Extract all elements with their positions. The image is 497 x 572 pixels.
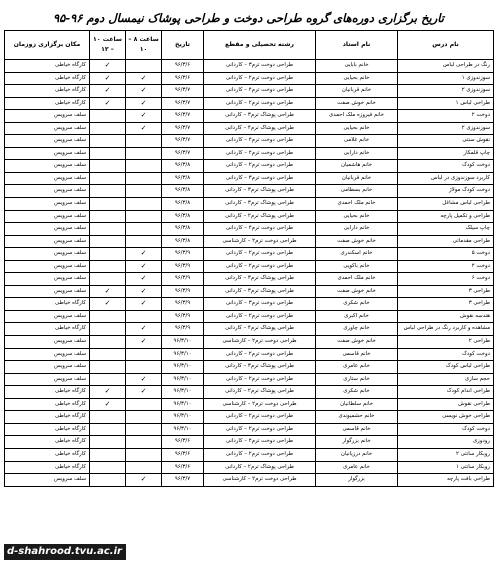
teacher-cell: بزرگوار [316, 474, 398, 487]
table-row [5, 386, 494, 399]
slot1-check-cell [126, 411, 162, 424]
slot2-check-cell [90, 373, 126, 386]
course-cell: سوزندوزی ۲ [398, 85, 494, 98]
date-cell: ۹۶/۳/۷ [162, 97, 204, 110]
field-cell: طراحی دوخت ترم۲ – کاردانی [204, 373, 316, 386]
course-cell: طراحی لباس مشاغل [398, 198, 494, 211]
slot2-check-cell [90, 361, 126, 374]
course-cell: دوخت ۲ [398, 110, 494, 123]
slot2-check-cell [90, 135, 126, 148]
date-cell: ۹۶/۳/۸ [162, 235, 204, 248]
course-cell: طراحی لباس ۱ [398, 97, 494, 110]
field-cell: طراحی دوخت ترم۲ – کاردانی [204, 448, 316, 461]
slot2-check-cell: ✓ [90, 386, 126, 399]
course-cell: دوخت ۵ [398, 248, 494, 261]
header-date: تاریخ [162, 31, 204, 60]
field-cell: طراحی دوخت ترم۲ – کاردانی [204, 97, 316, 110]
table-row [5, 436, 494, 449]
teacher-cell: خانم غلامی [316, 135, 398, 148]
slot1-check-cell: ✓ [126, 85, 162, 98]
place-cell: سلف سرویس [5, 373, 90, 386]
table-row [5, 336, 494, 349]
date-cell: ۹۶/۳/۷ [162, 474, 204, 487]
table-row [5, 348, 494, 361]
field-cell: طراحی دوخت ترم۲ – کاردانی [204, 72, 316, 85]
course-cell: هندسه نقوش [398, 310, 494, 323]
header-place: مکان برگزاری زوزمان [5, 31, 90, 60]
date-cell: ۹۶/۳/۱۰ [162, 336, 204, 349]
header-teacher: نام استاد [316, 31, 398, 60]
place-cell: کارگاه خیاطی [5, 436, 90, 449]
teacher-cell: خانم درزیانیان [316, 448, 398, 461]
table-row [5, 260, 494, 273]
table-row [5, 361, 494, 374]
slot2-check-cell [90, 210, 126, 223]
table-row [5, 310, 494, 323]
place-cell: سلف سرویس [5, 122, 90, 135]
date-cell: ۹۶/۳/۶ [162, 436, 204, 449]
date-cell: ۹۶/۳/۹ [162, 285, 204, 298]
slot1-check-cell [126, 198, 162, 211]
course-cell: طراحی ۳ [398, 298, 494, 311]
field-cell: طراحی پوشاک ترم۳ – کاردانی [204, 110, 316, 123]
date-cell: ۹۶/۳/۸ [162, 160, 204, 173]
place-cell: سلف سرویس [5, 248, 90, 261]
course-cell: طراحی نقوش [398, 398, 494, 411]
table-row [5, 411, 494, 424]
place-cell: کارگاه خیاطی [5, 85, 90, 98]
slot2-check-cell [90, 172, 126, 185]
slot2-check-cell [90, 147, 126, 160]
slot1-check-cell [126, 436, 162, 449]
table-row [5, 323, 494, 336]
field-cell: طراحی دوخت ترم۲ – کارشناسی [204, 474, 316, 487]
slot1-check-cell [126, 461, 162, 474]
course-cell: سوزندوزی ۱ [398, 72, 494, 85]
slot2-check-cell [90, 248, 126, 261]
place-cell: سلف سرویس [5, 260, 90, 273]
teacher-cell: خانم قربانیان [316, 172, 398, 185]
table-row [5, 110, 494, 123]
slot2-check-cell: ✓ [90, 72, 126, 85]
table-row [5, 285, 494, 298]
teacher-cell: خانم بسطامی [316, 185, 398, 198]
course-cell: دوخت ۶ [398, 273, 494, 286]
slot1-check-cell [126, 135, 162, 148]
field-cell: طراحی دوخت ترم۲ – کاردانی [204, 147, 316, 160]
table-row [5, 223, 494, 236]
field-cell: طراحی دوخت ترم۲ – کاردانی [204, 310, 316, 323]
slot1-check-cell: ✓ [126, 386, 162, 399]
place-cell: سلف سرویس [5, 135, 90, 148]
place-cell: کارگاه خیاطی [5, 323, 90, 336]
slot2-check-cell [90, 260, 126, 273]
teacher-cell: خانم شکری [316, 386, 398, 399]
slot1-check-cell [126, 160, 162, 173]
teacher-cell: خانم ملک احمدی [316, 273, 398, 286]
slot2-check-cell: ✓ [90, 285, 126, 298]
table-row [5, 160, 494, 173]
place-cell: سلف سرویس [5, 361, 90, 374]
table-row [5, 448, 494, 461]
place-cell: سلف سرویس [5, 172, 90, 185]
slot1-check-cell: ✓ [126, 298, 162, 311]
teacher-cell: خانم حشمیوندی [316, 411, 398, 424]
field-cell: طراحی دوخت ترم۲ – کاردانی [204, 260, 316, 273]
field-cell: طراحی پوشاک ترم۳ – کاردانی [204, 198, 316, 211]
course-cell: کاربرد سوزندوزی در لباس [398, 172, 494, 185]
teacher-cell: خانم عامری [316, 461, 398, 474]
field-cell: طراحی دوخت ترم۴ – کاردانی [204, 223, 316, 236]
slot2-check-cell: ✓ [90, 298, 126, 311]
date-cell: ۹۶/۳/۱۰ [162, 386, 204, 399]
field-cell: طراحی دوخت ترم۲ – کارشناسی [204, 398, 316, 411]
field-cell: طراحی دوخت ترم۴ – کاردانی [204, 436, 316, 449]
slot1-check-cell: ✓ [126, 323, 162, 336]
place-cell: کارگاه خیاطی [5, 448, 90, 461]
course-cell: چاپ سیلک [398, 223, 494, 236]
slot2-check-cell [90, 273, 126, 286]
place-cell: کارگاه خیاطی [5, 411, 90, 424]
slot1-check-cell: ✓ [126, 474, 162, 487]
place-cell: سلف سرویس [5, 285, 90, 298]
teacher-cell: خانم بحیایی [316, 72, 398, 85]
date-cell: ۹۶/۳/۸ [162, 223, 204, 236]
slot1-check-cell [126, 348, 162, 361]
table-row [5, 97, 494, 110]
field-cell: طراحی پوشاک ترم۳ – کاردانی [204, 185, 316, 198]
page-title: تاریخ برگزاری دوره‌های گروه طراحی دوخت و طراحی پوشاک نیمسال دوم ۹۶-۹۵ [53, 11, 444, 25]
course-cell: طراحی مقدماتی [398, 235, 494, 248]
table-row [5, 122, 494, 135]
date-cell: ۹۶/۳/۹ [162, 323, 204, 336]
date-cell: ۹۶/۳/۱۰ [162, 348, 204, 361]
slot2-check-cell: ✓ [90, 398, 126, 411]
field-cell: طراحی پوشاک ترم۴ – کاردانی [204, 122, 316, 135]
course-cell: دوخت کودک [398, 423, 494, 436]
table-row [5, 172, 494, 185]
teacher-cell: خانم اسکندری [316, 248, 398, 261]
place-cell: سلف سرویس [5, 273, 90, 286]
date-cell: ۹۶/۳/۹ [162, 310, 204, 323]
course-cell: طراحی لباس کودک [398, 361, 494, 374]
table-row [5, 248, 494, 261]
field-cell: طراحی دوخت ترم۴ – کاردانی [204, 85, 316, 98]
date-cell: ۹۶/۳/۹ [162, 273, 204, 286]
slot2-check-cell [90, 235, 126, 248]
teacher-cell: خانم باکویی [316, 260, 398, 273]
teacher-cell: خانم اکبری [316, 310, 398, 323]
teacher-cell: خانم بزرگوار [316, 436, 398, 449]
place-cell: سلف سرویس [5, 336, 90, 349]
place-cell: سلف سرویس [5, 160, 90, 173]
slot1-check-cell [126, 185, 162, 198]
field-cell: طراحی پوشاک ترم۳ – کاردانی [204, 285, 316, 298]
slot2-check-cell [90, 348, 126, 361]
slot1-check-cell [126, 235, 162, 248]
course-cell: طراحی خوش نویسی [398, 411, 494, 424]
header-slot2: ساعت ۱۰ – ۱۲ [90, 31, 126, 60]
course-cell: رودوزی [398, 436, 494, 449]
course-cell: روبکار سانتی ۱ [398, 461, 494, 474]
course-cell: سوزندوزی ۲ [398, 122, 494, 135]
slot2-check-cell [90, 411, 126, 424]
date-cell: ۹۶/۳/۱۰ [162, 411, 204, 424]
table-row [5, 461, 494, 474]
teacher-cell: خانم هاشمیان [316, 160, 398, 173]
slot2-check-cell [90, 223, 126, 236]
place-cell: سلف سرویس [5, 223, 90, 236]
course-cell: نقوش سنتی [398, 135, 494, 148]
teacher-cell: خانم بابایی [316, 60, 398, 73]
table-row [5, 373, 494, 386]
slot2-check-cell: ✓ [90, 85, 126, 98]
place-cell: سلف سرویس [5, 210, 90, 223]
field-cell: طراحی دوخت ترم۲ – کاردانی [204, 423, 316, 436]
slot1-check-cell: ✓ [126, 336, 162, 349]
table-row [5, 198, 494, 211]
slot1-check-cell: ✓ [126, 373, 162, 386]
table-row [5, 60, 494, 73]
teacher-cell: خانم عامری [316, 361, 398, 374]
slot1-check-cell: ✓ [126, 110, 162, 123]
place-cell: سلف سرویس [5, 235, 90, 248]
teacher-cell: خانم خوش صفت [316, 285, 398, 298]
table-row [5, 474, 494, 487]
slot1-check-cell [126, 423, 162, 436]
table-row [5, 398, 494, 411]
date-cell: ۹۶/۳/۹ [162, 260, 204, 273]
place-cell: کارگاه خیاطی [5, 461, 90, 474]
site-watermark: d-shahrood.tvu.ac.ir [4, 544, 126, 560]
slot2-check-cell [90, 336, 126, 349]
course-cell: دوخت کودک مولاژ [398, 185, 494, 198]
place-cell: سلف سرویس [5, 147, 90, 160]
table-row [5, 85, 494, 98]
teacher-cell: خانم ستاری [316, 373, 398, 386]
date-cell: ۹۶/۳/۱۰ [162, 398, 204, 411]
slot1-check-cell [126, 361, 162, 374]
teacher-cell: خانم قربانیان [316, 85, 398, 98]
date-cell: ۹۶/۳/۶ [162, 461, 204, 474]
teacher-cell: خانم ملک احمدی [316, 198, 398, 211]
slot2-check-cell [90, 110, 126, 123]
slot1-check-cell [126, 147, 162, 160]
teacher-cell: خانم سلطانیان [316, 398, 398, 411]
field-cell: طراحی دوخت ترم۲ – کاردانی [204, 411, 316, 424]
field-cell: طراحی دوخت ترم۲ – کارشناسی [204, 336, 316, 349]
course-cell: طراحی ۳ [398, 285, 494, 298]
teacher-cell: خانم شکری [316, 298, 398, 311]
field-cell: طراحی پوشاک ترم۳ – کاردانی [204, 273, 316, 286]
date-cell: ۹۶/۳/۱۰ [162, 361, 204, 374]
table-row [5, 423, 494, 436]
slot1-check-cell [126, 448, 162, 461]
slot1-check-cell [126, 223, 162, 236]
date-cell: ۹۶/۳/۸ [162, 210, 204, 223]
course-cell: دوخت ۲ [398, 260, 494, 273]
slot1-check-cell: ✓ [126, 260, 162, 273]
header-field: رشته تحصیلی و مقطع [204, 31, 316, 60]
slot2-check-cell [90, 423, 126, 436]
slot1-check-cell: ✓ [126, 97, 162, 110]
field-cell: طراحی دوخت ترم۲ – کارشناسی [204, 235, 316, 248]
course-cell: طراحی ۲ [398, 336, 494, 349]
table-header-row [5, 31, 494, 60]
slot2-check-cell [90, 310, 126, 323]
teacher-cell: خانم قاسمی [316, 423, 398, 436]
field-cell: طراحی دوخت ترم۲ – کاردانی [204, 248, 316, 261]
slot2-check-cell [90, 448, 126, 461]
field-cell: طراحی دوخت ترم۳ – کاردانی [204, 298, 316, 311]
place-cell: کارگاه خیاطی [5, 398, 90, 411]
slot1-check-cell: ✓ [126, 273, 162, 286]
place-cell: سلف سرویس [5, 198, 90, 211]
slot1-check-cell [126, 60, 162, 73]
slot2-check-cell [90, 474, 126, 487]
schedule-table [4, 30, 494, 487]
table-row [5, 72, 494, 85]
place-cell: کارگاه خیاطی [5, 386, 90, 399]
slot2-check-cell [90, 160, 126, 173]
table-row [5, 298, 494, 311]
date-cell: ۹۶/۳/۹ [162, 248, 204, 261]
teacher-cell: خانم بحیایی [316, 122, 398, 135]
field-cell: طراحی دوخت ترم۲ – کاردانی [204, 160, 316, 173]
teacher-cell: خانم دارابی [316, 147, 398, 160]
slot2-check-cell: ✓ [90, 60, 126, 73]
slot2-check-cell [90, 122, 126, 135]
table-row [5, 273, 494, 286]
table-row [5, 210, 494, 223]
document-page [4, 6, 493, 566]
slot2-check-cell [90, 323, 126, 336]
date-cell: ۹۶/۳/۹ [162, 298, 204, 311]
place-cell: سلف سرویس [5, 310, 90, 323]
course-cell: طراحی بافت پارچه [398, 474, 494, 487]
field-cell: طراحی پوشاک ترم۲ – کاردانی [204, 386, 316, 399]
place-cell: کارگاه خیاطی [5, 423, 90, 436]
date-cell: ۹۶/۳/۸ [162, 198, 204, 211]
date-cell: ۹۶/۳/۸ [162, 172, 204, 185]
field-cell: طراحی دوخت ترم۲ – کاردانی [204, 348, 316, 361]
course-cell: روبکار سانتی ۲ [398, 448, 494, 461]
date-cell: ۹۶/۳/۸ [162, 185, 204, 198]
date-cell: ۹۶/۳/۱۰ [162, 373, 204, 386]
field-cell: طراحی پوشاک ترم۳ – کاردانی [204, 361, 316, 374]
slot2-check-cell [90, 185, 126, 198]
date-cell: ۹۶/۳/۱۰ [162, 423, 204, 436]
slot1-check-cell [126, 210, 162, 223]
table-row [5, 235, 494, 248]
place-cell: کارگاه خیاطی [5, 60, 90, 73]
course-cell: چاپ قلمکار [398, 147, 494, 160]
date-cell: ۹۶/۳/۶ [162, 60, 204, 73]
place-cell: سلف سرویس [5, 348, 90, 361]
header-slot1: ساعت ۸ – ۱۰ [126, 31, 162, 60]
date-cell: ۹۶/۳/۷ [162, 135, 204, 148]
slot1-check-cell: ✓ [126, 285, 162, 298]
course-cell: رنگ در طراحی لباس [398, 60, 494, 73]
teacher-cell: خانم خوش صفت [316, 97, 398, 110]
date-cell: ۹۶/۳/۷ [162, 147, 204, 160]
teacher-cell: خانم خوش صفت [316, 235, 398, 248]
place-cell: سلف سرویس [5, 185, 90, 198]
slot1-check-cell: ✓ [126, 72, 162, 85]
date-cell: ۹۶/۳/۷ [162, 122, 204, 135]
course-cell: دوخت کودک [398, 348, 494, 361]
field-cell: طراحی پوشاک ترم۴ – کاردانی [204, 323, 316, 336]
slot2-check-cell [90, 461, 126, 474]
course-cell: طراحی و تکمیل پارچه [398, 210, 494, 223]
field-cell: طراحی دوخت ترم۳ – کاردانی [204, 60, 316, 73]
teacher-cell: خانم خوش صفت [316, 336, 398, 349]
teacher-cell: خانم فیروزه ملک احمدی [316, 110, 398, 123]
table-row [5, 147, 494, 160]
table-row [5, 135, 494, 148]
field-cell: طراحی پوشاک ترم۲ – کاردانی [204, 210, 316, 223]
course-cell: طراحی اندام کودک [398, 386, 494, 399]
slot1-check-cell: ✓ [126, 122, 162, 135]
date-cell: ۹۶/۳/۶ [162, 72, 204, 85]
course-cell: دوخت کودک [398, 160, 494, 173]
teacher-cell: خانم دارابی [316, 223, 398, 236]
table-row [5, 185, 494, 198]
teacher-cell: خانم قاسمی [316, 348, 398, 361]
slot1-check-cell [126, 310, 162, 323]
slot1-check-cell [126, 398, 162, 411]
date-cell: ۹۶/۳/۷ [162, 85, 204, 98]
field-cell: طراحی دوخت ترم۳ – کاردانی [204, 172, 316, 185]
course-cell: مشاهده و کاربرد رنگ در طراحی لباس [398, 323, 494, 336]
teacher-cell: خانم چاوری [316, 323, 398, 336]
date-cell: ۹۶/۳/۶ [162, 448, 204, 461]
teacher-cell: خانم بحیایی [316, 210, 398, 223]
place-cell: کارگاه خیاطی [5, 298, 90, 311]
slot2-check-cell: ✓ [90, 97, 126, 110]
course-cell: حجم سازی [398, 373, 494, 386]
slot1-check-cell: ✓ [126, 248, 162, 261]
slot2-check-cell [90, 436, 126, 449]
date-cell: ۹۶/۳/۷ [162, 110, 204, 123]
slot1-check-cell [126, 172, 162, 185]
slot2-check-cell [90, 198, 126, 211]
place-cell: کارگاه خیاطی [5, 72, 90, 85]
field-cell: طراحی پوشاک ترم۲ – کاردانی [204, 461, 316, 474]
field-cell: طراحی دوخت ترم۴ – کاردانی [204, 135, 316, 148]
header-course: نام درس [398, 31, 494, 60]
place-cell: سلف سرویس [5, 110, 90, 123]
table-body [5, 60, 494, 487]
place-cell: کارگاه خیاطی [5, 97, 90, 110]
place-cell: سلف سرویس [5, 474, 90, 487]
